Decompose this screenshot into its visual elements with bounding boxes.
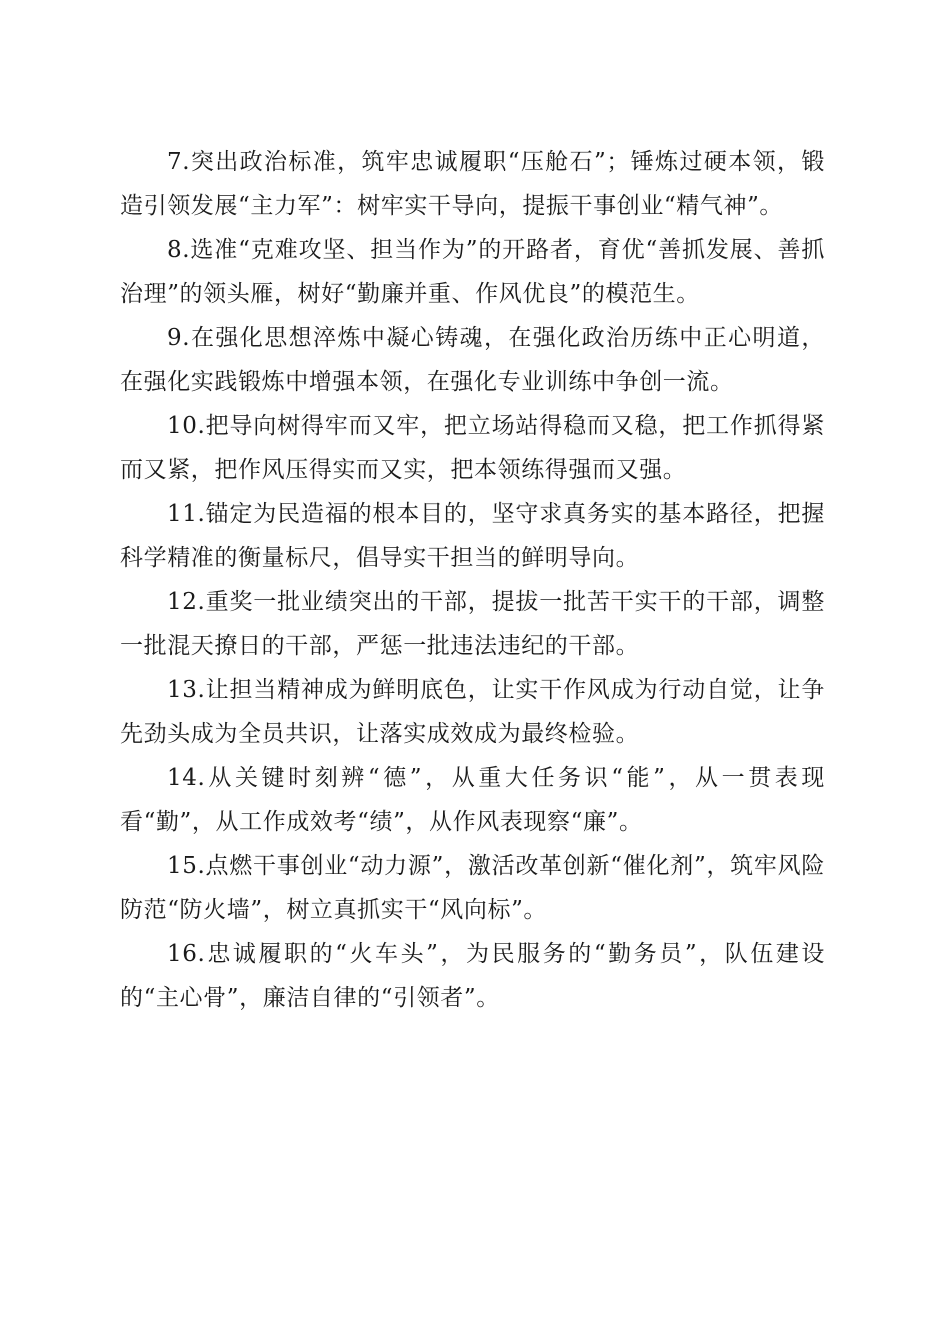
document-body — [120, 140, 825, 1020]
paragraph-11: 11.锚定为民造福的根本目的，坚守求真务实的基本路径，把握科学精准的衡量标尺，倡导实干担当的鲜明导向。 — [120, 501, 825, 571]
paragraph-7: 7.突出政治标准，筑牢忠诚履职“压舱石”；锤炼过硬本领，锻造引领发展“主力军”：树牢实干导向，提振干事创业“精气神”。 — [120, 149, 825, 219]
paragraph-16: 16.忠诚履职的“火车头”，为民服务的“勤务员”，队伍建设的“主心骨”，廉洁自律的“引领者”。 — [120, 941, 825, 1011]
paragraph-9: 9.在强化思想淬炼中凝心铸魂，在强化政治历练中正心明道，在强化实践锻炼中增强本领，在强化专业训练中争创一流。 — [120, 325, 825, 395]
paragraph-14: 14.从关键时刻辨“德”，从重大任务识“能”，从一贯表现看“勤”，从工作成效考“绩”，从作风表现察“廉”。 — [120, 765, 825, 835]
paragraph-13: 13.让担当精神成为鲜明底色，让实干作风成为行动自觉，让争先劲头成为全员共识，让落实成效成为最终检验。 — [120, 677, 825, 747]
paragraph-12: 12.重奖一批业绩突出的干部，提拔一批苦干实干的干部，调整一批混天撩日的干部，严惩一批违法违纪的干部。 — [120, 589, 825, 659]
paragraph-8: 8.选准“克难攻坚、担当作为”的开路者，育优“善抓发展、善抓治理”的领头雁，树好“勤廉并重、作风优良”的模范生。 — [120, 237, 825, 307]
paragraph-15: 15.点燃干事创业“动力源”，激活改革创新“催化剂”，筑牢风险防范“防火墙”，树立真抓实干“风向标”。 — [120, 853, 825, 923]
paragraph-10: 10.把导向树得牢而又牢，把立场站得稳而又稳，把工作抓得紧而又紧，把作风压得实而又实，把本领练得强而又强。 — [120, 413, 825, 483]
